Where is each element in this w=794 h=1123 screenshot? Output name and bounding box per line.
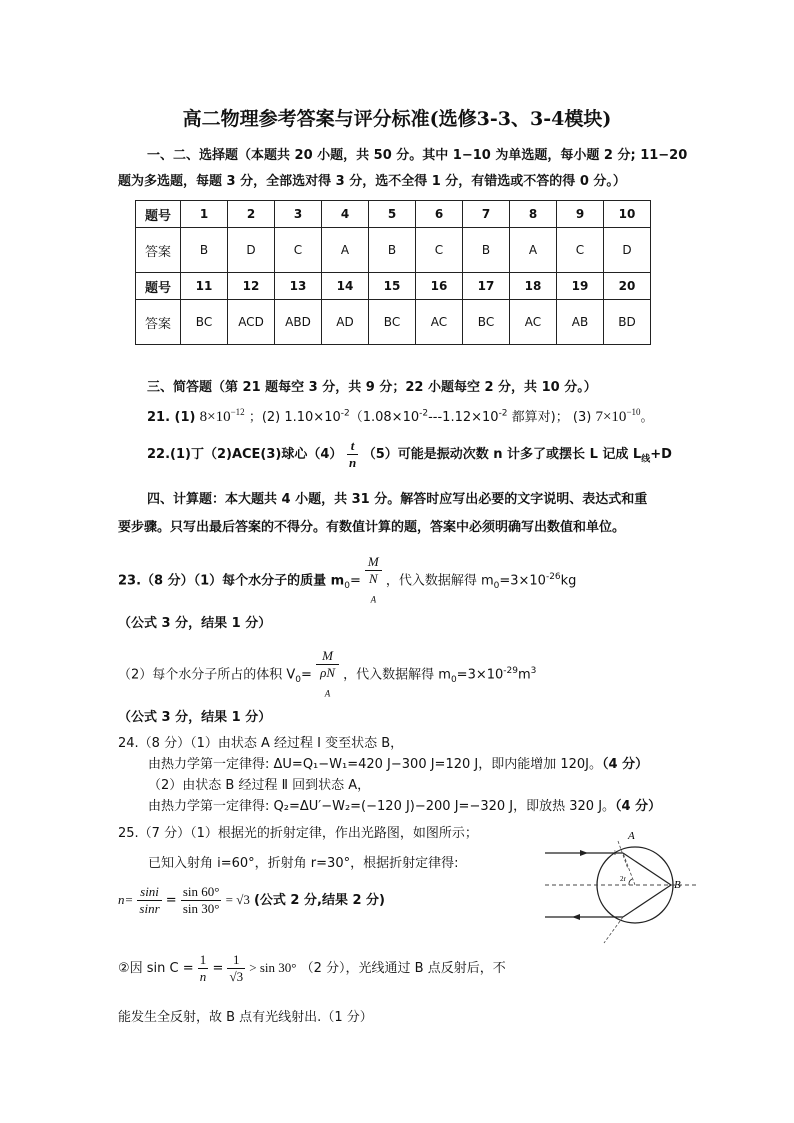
q21-answer: 21. (1) $8\times 10^{-12}$ ；(2) $1.10\times 10^{-2}(1.08\times 10^{-2}---1.12\times 10^{-2}$ 都算对)； (3) $7\times 10^{-10}$。 — [147, 407, 654, 425]
page-title: 高二物理参考答案与评分标准(选修3-3、3-4模块) — [182, 108, 612, 130]
table-cell: AB — [557, 300, 604, 345]
table-cell: A — [510, 228, 557, 273]
q24-line3: （2）由状态 B 经过程 Ⅱ 回到状态 A， — [148, 778, 371, 793]
table-cell: 18 — [510, 273, 557, 300]
table-cell: 11 — [181, 273, 228, 300]
table-cell: 20 — [604, 273, 651, 300]
table-cell: 2 — [228, 201, 275, 228]
table-cell: B — [181, 228, 228, 273]
q23-part1: 23.（8 分）（1）每个水分子的质量 $m_0=$ M N $_A$ ，代入数据解得 $m_0=3\times 10^{-26}kg$ — [118, 554, 576, 608]
q21-label: 21. (1) — [147, 410, 196, 425]
q25-frac1: $\frac{\sin i}{\sin r}$ — [139, 884, 160, 916]
table-row — [136, 273, 651, 300]
table-row — [136, 300, 651, 345]
q22-answer: 22.(1)丁（2)ACE(3)球心（4） $\frac{t}{n}$ （5）可能是振动次数 n 计多了或摆长 L 记成 $L_线+D$ — [147, 438, 672, 470]
table-cell: C — [416, 228, 463, 273]
q23-fraction1: M N $_A$ — [365, 554, 382, 608]
table-cell: 6 — [416, 201, 463, 228]
q22-fraction: $\frac{t}{n}$ — [348, 438, 357, 470]
table-cell: 5 — [369, 201, 416, 228]
light-path-diagram — [540, 825, 700, 945]
table-row — [136, 228, 651, 273]
table-cell: 1 — [181, 201, 228, 228]
a-label: 答案 — [136, 300, 181, 345]
exit-normal — [604, 917, 623, 943]
answer-table — [135, 200, 651, 345]
section4-line1: 四、计算题：本大题共 4 小题，共 31 分。解答时应写出必要的文字说明、表达式和重 — [147, 492, 648, 507]
table-cell: BC — [463, 300, 510, 345]
table-cell: 8 — [510, 201, 557, 228]
angle-arc — [629, 879, 632, 885]
q25-part2: ②因 sin C = $\frac{1}{n}$ = $\frac{1}{√3}$ > sin 30° （2 分），光线通过 B 点反射后，不 — [118, 952, 506, 984]
table-cell: 4 — [322, 201, 369, 228]
table-cell: C — [557, 228, 604, 273]
section12-line1: 一、二、选择题（本题共 20 小题，共 50 分。其中 1−10 为单选题，每小题 2 分; 11−20 — [147, 148, 688, 163]
q25-last-line: 能发生全反射，故 B 点有光线射出.（1 分） — [118, 1010, 373, 1025]
q25-frac3: $\frac{1}{n}$ — [199, 952, 207, 984]
section4-line2: 要步骤。只写出最后答案的不得分。有数值计算的题，答案中必须明确写出数值和单位。 — [118, 520, 626, 535]
point-b-label: B — [674, 879, 681, 891]
table-cell: BC — [369, 300, 416, 345]
q21-label3: (3) — [572, 410, 592, 425]
a-label: 答案 — [136, 228, 181, 273]
table-cell: C — [275, 228, 322, 273]
q23-part2: （2）每个水分子所占的体积 $V_0=$ M ρN $_A$ ，代入数据解得 $m_0=3\times 10^{-29}m^3$ — [118, 648, 536, 702]
q23-score1: （公式 3 分，结果 1 分） — [118, 616, 272, 631]
table-cell: D — [604, 228, 651, 273]
angle-i-label: i — [614, 849, 616, 857]
arrow-right-icon — [580, 850, 588, 856]
q21-value1: $8\times 10^{-12}$ — [199, 407, 245, 425]
section12-line2: 题为多选题，每题 3 分，全部选对得 3 分，选不全得 1 分，有错选或不答的得 0 分。） — [118, 174, 626, 189]
table-cell: AC — [416, 300, 463, 345]
q-label: 题号 — [136, 273, 181, 300]
table-cell: AD — [322, 300, 369, 345]
q25-frac2: $\frac{\sin 60^\circ}{\sin 30^\circ}$ — [182, 884, 220, 916]
table-cell: 7 — [463, 201, 510, 228]
table-cell: AC — [510, 300, 557, 345]
reflected-ray — [623, 885, 671, 917]
q-label: 题号 — [136, 201, 181, 228]
table-cell: 17 — [463, 273, 510, 300]
q23-fraction2: M ρN $_A$ — [316, 648, 339, 702]
table-cell: B — [463, 228, 510, 273]
q25-line2: 已知入射角 i=60°，折射角 r=30°，根据折射定律得: — [148, 856, 459, 871]
table-cell: 12 — [228, 273, 275, 300]
table-cell: 16 — [416, 273, 463, 300]
q23-score2: （公式 3 分，结果 1 分） — [118, 710, 272, 725]
table-cell: 9 — [557, 201, 604, 228]
table-cell: 10 — [604, 201, 651, 228]
table-cell: ABD — [275, 300, 322, 345]
table-cell: 13 — [275, 273, 322, 300]
table-cell: BD — [604, 300, 651, 345]
table-cell: 14 — [322, 273, 369, 300]
q24-line1: 24.（8 分）（1）由状态 A 经过程 Ⅰ 变至状态 B， — [118, 736, 404, 751]
q25-frac4: $\frac{1}{√3}$ — [229, 952, 244, 984]
q24-line4: 由热力学第一定律得: Q₂=ΔU′−W₂=(−120 J)−200 J=−320 J，即放热 320 J。（4 分） — [148, 799, 662, 814]
table-cell: A — [322, 228, 369, 273]
point-a-label: A — [628, 830, 635, 842]
section3-heading: 三、简答题（第 21 题每空 3 分，共 9 分；22 小题每空 2 分，共 10 分。） — [147, 380, 597, 395]
q21-value3: $7\times 10^{-10}$ — [595, 407, 641, 425]
table-cell: D — [228, 228, 275, 273]
q25-line1: 25.（7 分）（1）根据光的折射定律，作出光路图，如图所示； — [118, 826, 478, 841]
q25-formula: n= $\frac{\sin i}{\sin r}$ = $\frac{\sin 60^\circ}{\sin 30^\circ}$ = √3 (公式 2 分,结果 2 分) — [118, 884, 385, 916]
q21-value2: ；(2) $1.10\times 10^{-2}(1.08\times 10^{-2}---1.12\times 10^{-2}$ 都算对)； — [248, 408, 569, 425]
angle-2r-label: 2r — [620, 875, 626, 883]
table-cell: 19 — [557, 273, 604, 300]
q24-line2: 由热力学第一定律得: ΔU=Q₁−W₁=420 J−300 J=120 J，即内能增加 120J。（4 分） — [148, 757, 649, 772]
table-cell: 15 — [369, 273, 416, 300]
table-cell: BC — [181, 300, 228, 345]
table-cell: B — [369, 228, 416, 273]
table-row — [136, 201, 651, 228]
table-cell: ACD — [228, 300, 275, 345]
arrow-left-icon — [572, 914, 580, 920]
table-cell: 3 — [275, 201, 322, 228]
